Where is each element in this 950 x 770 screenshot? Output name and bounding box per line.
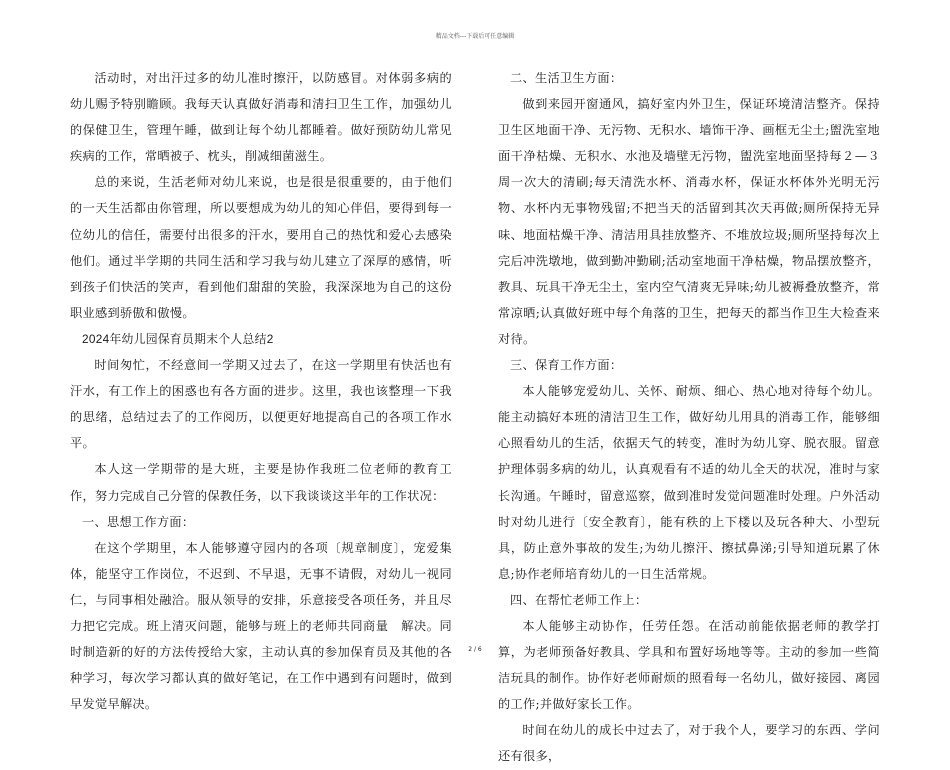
paragraph: 本人这一学期带的是大班，主要是协作我班二位老师的教育工作，努力完成自己分管的保教任务，以下我谈谈这半年的工作状况： [70, 462, 452, 503]
paragraph: 活动时，对出汗过多的幼儿准时擦汗，以防感冒。对体弱多病的幼儿赐予特别瞻顾。我每天认真做好消毒和清扫卫生工作，加强幼儿的保健卫生，管理午睡，做到让每个幼儿都睡着。做好预防幼儿常见疾病的工作，常晒被子、枕头，削减细菌滋生。 [70, 71, 452, 164]
page-number: 2 / 6 [468, 646, 482, 653]
right-column [498, 65, 880, 770]
paragraph: 做到来园开窗通风，搞好室内外卫生，保证环境清洁整齐。保持卫生区地面干净、无污物、无积水、墙饰干净、画框无尘土;盥洗室地面干净枯燥、无积水、水池及墙壁无污物，盥洗室地面坚持每２—３周一次大的清刷;每天清洗水杯、消毒水杯，保证水杯体外光明无污物、水杯内无事物残留;不把当天的活留到其次天再做;厕所保持无异味、地面枯燥干净、清洁用具挂放整齐、不堆放垃圾;厕所坚持每次上完后冲洗墩地，做到勤冲勤刷;活动室地面干净枯燥，物品摆放整齐，教具、玩具干净无尘土，室内空气清爽无异味;幼儿被褥叠放整齐，常常凉晒;认真做好班中每个角落的卫生，把每天的都当作卫生大检查来对待。 [498, 97, 880, 346]
paragraph: 本人能够主动协作，任劳任怨。在活动前能依据老师的教学打算，为老师预备好教具、学具和布置好场地等等。主动的参加一些简洁玩具的制作。协作好老师耐烦的照看每一名幼儿，做好接园、离园的工作;并做好家长工作。 [498, 618, 880, 712]
section-title: 2024年幼儿园保育员期末个人总结2 [82, 331, 274, 346]
paragraph: 总的来说，生活老师对幼儿来说，也是很是很重要的，由于他们的一天生活都由你管理，所以要想成为幼儿的知心伴侣，要得到每一位幼儿的信任，需要付出很多的汗水，要用自己的热忱和爱心去感染他们。通过半学期的共同生活和学习我与幼儿建立了深厚的感情，听到孩子们快活的笑声，看到他们甜甜的笑脸，我深深地为自己的这份职业感到骄傲和傲慢。 [70, 175, 452, 320]
section-heading: 三、保育工作方面： [510, 358, 623, 373]
section-heading: 二、生活卫生方面： [510, 71, 623, 85]
section-heading: 四、在帮忙老师工作上： [510, 592, 648, 607]
section-heading: 一、思想工作方面： [82, 514, 195, 529]
left-column [70, 65, 452, 717]
paragraph: 时间在幼儿的成长中过去了，对于我个人，要学习的东西、学问还有很多， [498, 723, 880, 764]
paragraph: 在这个学期里，本人能够遵守园内的各项〔规章制度〕，宠爱集体，能坚守工作岗位，不迟到、不早退，无事不请假，对幼儿一视同仁，与同事相处融洽。服从领导的安排，乐意接受各项任务，并且尽力把它完成。班上清灭问题，能够与班上的老师共同商量 解决。同时制造新的好的方法传授给大家，主动认真的参加保育员及其他的各种学习，每次学习都认真的做好笔记，在工作中遇到有问题时，做到早发觉早解决。 [70, 540, 452, 712]
page-header: 精品文档---下载后可任意编辑 [435, 33, 515, 40]
paragraph: 时间匆忙，不经意间一学期又过去了，在这一学期里有快活也有汗水，有工作上的困惑也有各方面的进步。这里，我也该整理一下我的思绪，总结过去了的工作阅历，以便更好地提高自己的各项工作水平。 [70, 358, 452, 451]
paragraph: 本人能够宠爱幼儿、关怀、耐烦、细心、热心地对待每个幼儿。能主动搞好本班的清洁卫生工作，做好幼儿用具的消毒工作，能够细心照看幼儿的生活，依据天气的转变，准时为幼儿穿、脱衣服。留意护理体弱多病的幼儿，认真观看有不适的幼儿全天的状况，准时与家长沟通。午睡时，留意巡察，做到准时发觉问题准时处理。户外活动时对幼儿进行〔安全教育〕，能有秩的上下楼以及玩各种大、小型玩具，防止意外事故的发生;为幼儿擦汗、擦拭鼻涕;引导知道玩累了休息;协作老师培育幼儿的一日生活常规。 [498, 384, 880, 581]
